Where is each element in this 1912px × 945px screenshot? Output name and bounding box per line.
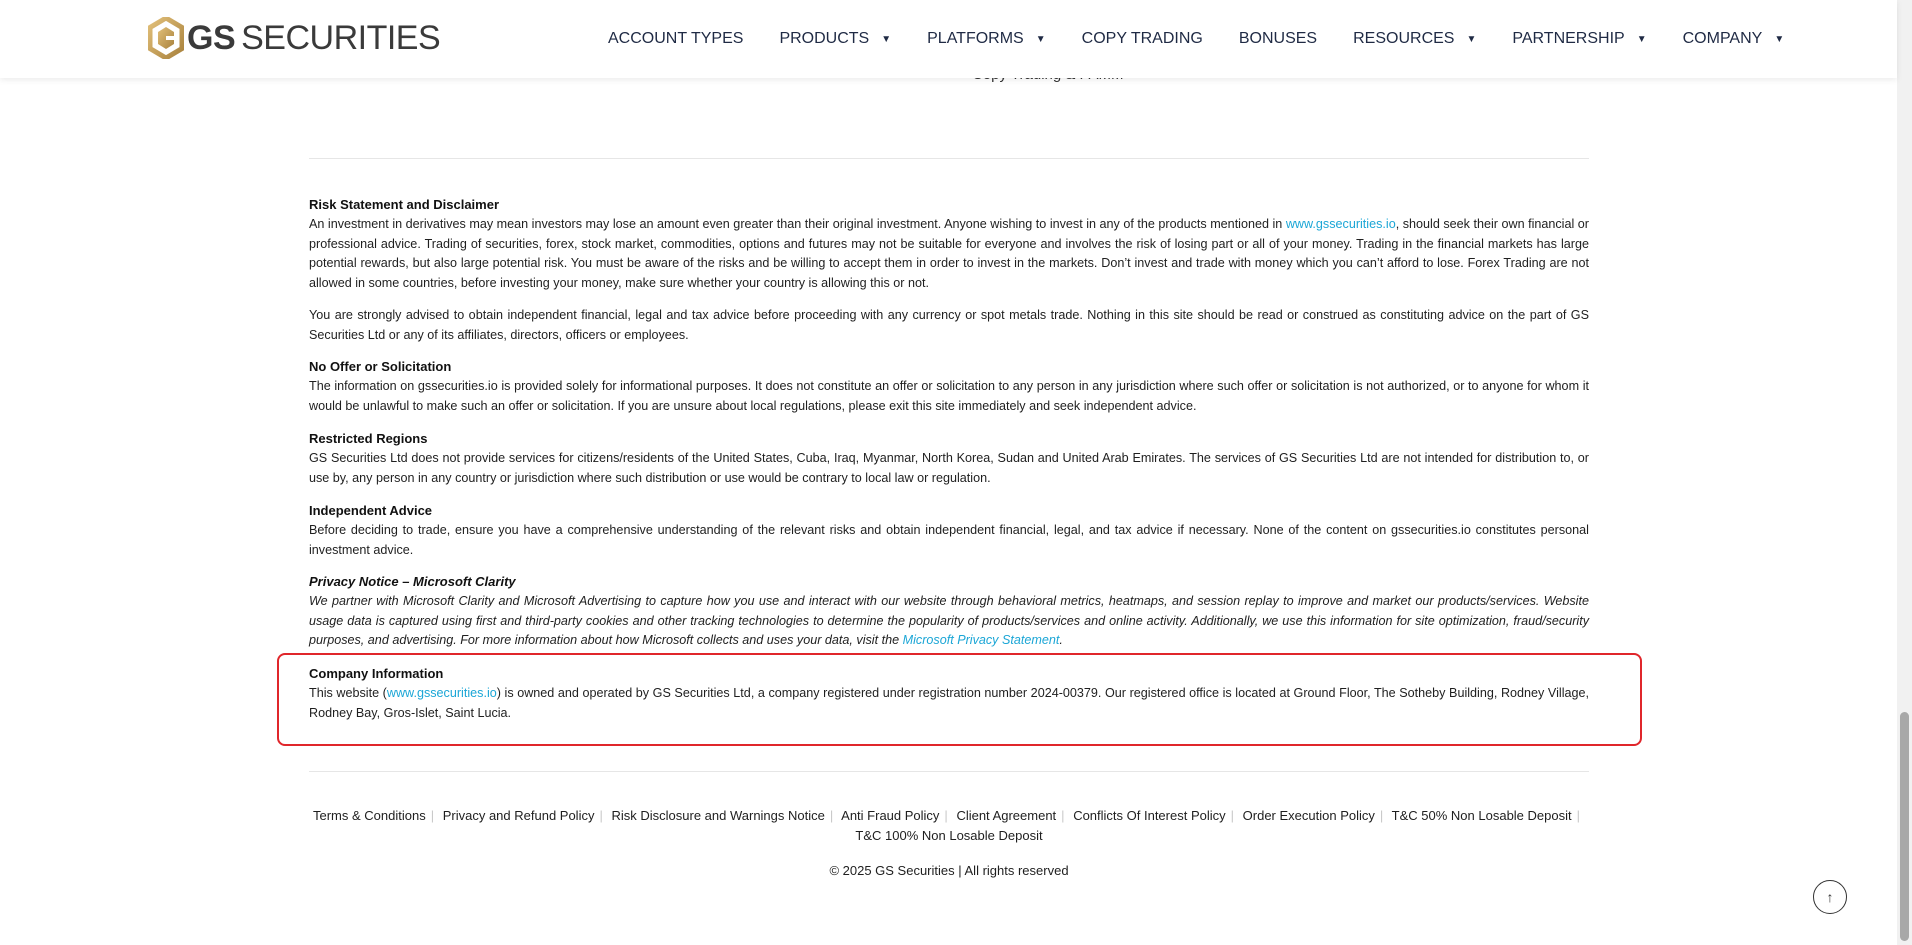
- section-title: Company Information: [309, 666, 444, 681]
- caret-down-icon: ▼: [881, 33, 892, 45]
- logo-text-securities: SECURITIES: [241, 18, 441, 57]
- nav-account-types[interactable]: [608, 30, 743, 48]
- site-header: [0, 0, 1897, 78]
- gssecurities-link[interactable]: www.gssecurities.io: [386, 686, 497, 700]
- divider: [309, 158, 1589, 159]
- section-title: Privacy Notice – Microsoft Clarity: [309, 574, 516, 589]
- nav-bonuses[interactable]: [1239, 30, 1317, 48]
- link-separator: |: [1379, 808, 1384, 823]
- footer-link-order-execution[interactable]: Order Execution Policy: [1242, 808, 1375, 823]
- footer-link-tc-100[interactable]: T&C 100% Non Losable Deposit: [855, 828, 1043, 843]
- privacy-notice-text: We partner with Microsoft Clarity and Microsoft Advertising to capture how you use and interact with our website through behavioral metrics, heatmaps, and session replay to improve and market our products/services. Website usage data is captured using first and third-party cookies and other tracking technologies to determine the popularity of products/services and online activity. Additionally, we use this information for site optimization, fraud/security purposes, and advertising. For more information about how Microsoft collects and uses your data, visit the Microsoft Privacy Statement.: [309, 594, 1589, 647]
- risk-statement-section: [309, 195, 1589, 293]
- restricted-regions-section: [309, 429, 1589, 488]
- footer-link-risk-disclosure[interactable]: Risk Disclosure and Warnings Notice: [611, 808, 825, 823]
- scrollbar-thumb[interactable]: [1900, 712, 1909, 941]
- nav-label: BONUSES: [1238, 30, 1318, 47]
- no-offer-section: [309, 357, 1589, 416]
- nav-label: COPY TRADING: [1081, 30, 1203, 47]
- nav-platforms[interactable]: [927, 30, 1046, 48]
- divider: [309, 771, 1589, 772]
- restricted-regions-text: GS Securities Ltd does not provide services for citizens/residents of the United States, Cuba, Iraq, Myanmar, North Korea, Sudan and United Arab Emirates. The services of GS Securities Ltd are not intended for distribution to, or use by, any person in any country or jurisdiction where such distribution or use would be contrary to local law or regulation.: [309, 451, 1589, 485]
- caret-down-icon: ▼: [1636, 33, 1647, 45]
- footer-link-terms[interactable]: Terms & Conditions: [312, 808, 426, 823]
- nav-products[interactable]: [779, 30, 891, 48]
- section-title: Risk Statement and Disclaimer: [309, 197, 500, 212]
- nav-label: PLATFORMS: [927, 30, 1024, 47]
- arrow-up-icon: ↑: [1826, 889, 1834, 905]
- link-separator: |: [430, 808, 435, 823]
- footer-link-conflicts[interactable]: Conflicts Of Interest Policy: [1073, 808, 1226, 823]
- caret-down-icon: ▼: [1774, 33, 1785, 45]
- logo-text-gs: GS: [187, 18, 236, 57]
- link-separator: |: [1576, 808, 1580, 823]
- footer-link-anti-fraud[interactable]: Anti Fraud Policy: [841, 808, 940, 823]
- independent-advice-text: Before deciding to trade, ensure you have a comprehensive understanding of the relevant risks and obtain independent financial, legal, and tax advice if necessary. None of the content on gssecurities.io constitutes personal investment advice.: [309, 523, 1589, 557]
- link-separator: |: [1061, 808, 1065, 823]
- company-information-text: This website (www.gssecurities.io) is owned and operated by GS Securities Ltd, a company registered under registration number 2024-00379. Our registered office is located at Ground Floor, The Sotheby Building, Rodney Village, Rodney Bay, Gros-Islet, Saint Lucia.: [309, 686, 1590, 720]
- link-separator: |: [1230, 808, 1235, 823]
- caret-down-icon: ▼: [1466, 33, 1477, 45]
- nav-label: PARTNERSHIP: [1512, 30, 1625, 47]
- nav-label: COMPANY: [1682, 30, 1763, 47]
- nav-partnership[interactable]: [1512, 30, 1646, 48]
- gs-hexagon-logo-icon: [148, 17, 184, 59]
- section-title: Independent Advice: [309, 503, 433, 518]
- company-information-section: [309, 664, 1589, 723]
- footer-link-privacy-refund[interactable]: Privacy and Refund Policy: [442, 808, 595, 823]
- section-title: No Offer or Solicitation: [309, 359, 452, 374]
- nav-copy-trading[interactable]: [1082, 30, 1203, 48]
- risk-paragraph-1: An investment in derivatives may mean investors may lose an amount even greater than their original investment. Anyone wishing to invest in any of the products mentioned in www.gssecurities.io, should seek their own financial or professional advice. Trading of securities, forex, stock market, commodities, options and futures may not be suitable for everyone and involves the risk of losing part or all of your money. Trading in the financial markets has large potential rewards, but also large potential risk. You must be aware of the risks and be willing to accept them in order to invest in the markets. Don’t invest and trade with money which you can’t afford to lose. Forex Trading are not allowed in some countries, before investing your money, make sure whether your country is allowing this or not.: [309, 217, 1589, 290]
- site-logo[interactable]: [148, 16, 440, 60]
- privacy-notice-section: [309, 572, 1589, 651]
- section-title: Restricted Regions: [309, 431, 428, 446]
- scroll-to-top-button[interactable]: [1813, 880, 1847, 914]
- nav-company[interactable]: [1683, 30, 1785, 48]
- gssecurities-link[interactable]: www.gssecurities.io: [1285, 217, 1396, 231]
- copyright: © 2025 GS Securities | All rights reserved: [829, 863, 1069, 878]
- microsoft-privacy-link[interactable]: Microsoft Privacy Statement: [902, 633, 1060, 647]
- link-separator: |: [599, 808, 603, 823]
- nav-resources[interactable]: [1353, 30, 1476, 48]
- footer-link-client-agreement[interactable]: Client Agreement: [956, 808, 1057, 823]
- independent-advice-section: [309, 501, 1589, 560]
- nav-label: PRODUCTS: [779, 30, 870, 47]
- nav-label: ACCOUNT TYPES: [608, 30, 744, 47]
- main-nav: [608, 0, 1820, 78]
- no-offer-text: The information on gssecurities.io is provided solely for informational purposes. It does not constitute an offer or solicitation to any person in any jurisdiction where such offer or solicitation is not authorized, or to anyone for whom it would be unlawful to make such an offer or solicitation. If you are unsure about local regulations, please exit this site immediately and seek independent advice.: [309, 379, 1589, 413]
- nav-label: RESOURCES: [1353, 30, 1455, 47]
- risk-paragraph-2-wrap: [309, 306, 1589, 345]
- caret-down-icon: ▼: [1035, 33, 1046, 45]
- risk-paragraph-2: You are strongly advised to obtain independent financial, legal and tax advice before proceeding with any currency or spot metals trade. Nothing in this site should be read or construed as constituting advice on the part of GS Securities Ltd or any of its affiliates, directors, officers or employees.: [309, 308, 1589, 342]
- link-separator: |: [829, 808, 834, 823]
- link-separator: |: [944, 808, 948, 823]
- footer-link-tc-50[interactable]: T&C 50% Non Losable Deposit: [1391, 808, 1572, 823]
- footer-links: [309, 806, 1589, 846]
